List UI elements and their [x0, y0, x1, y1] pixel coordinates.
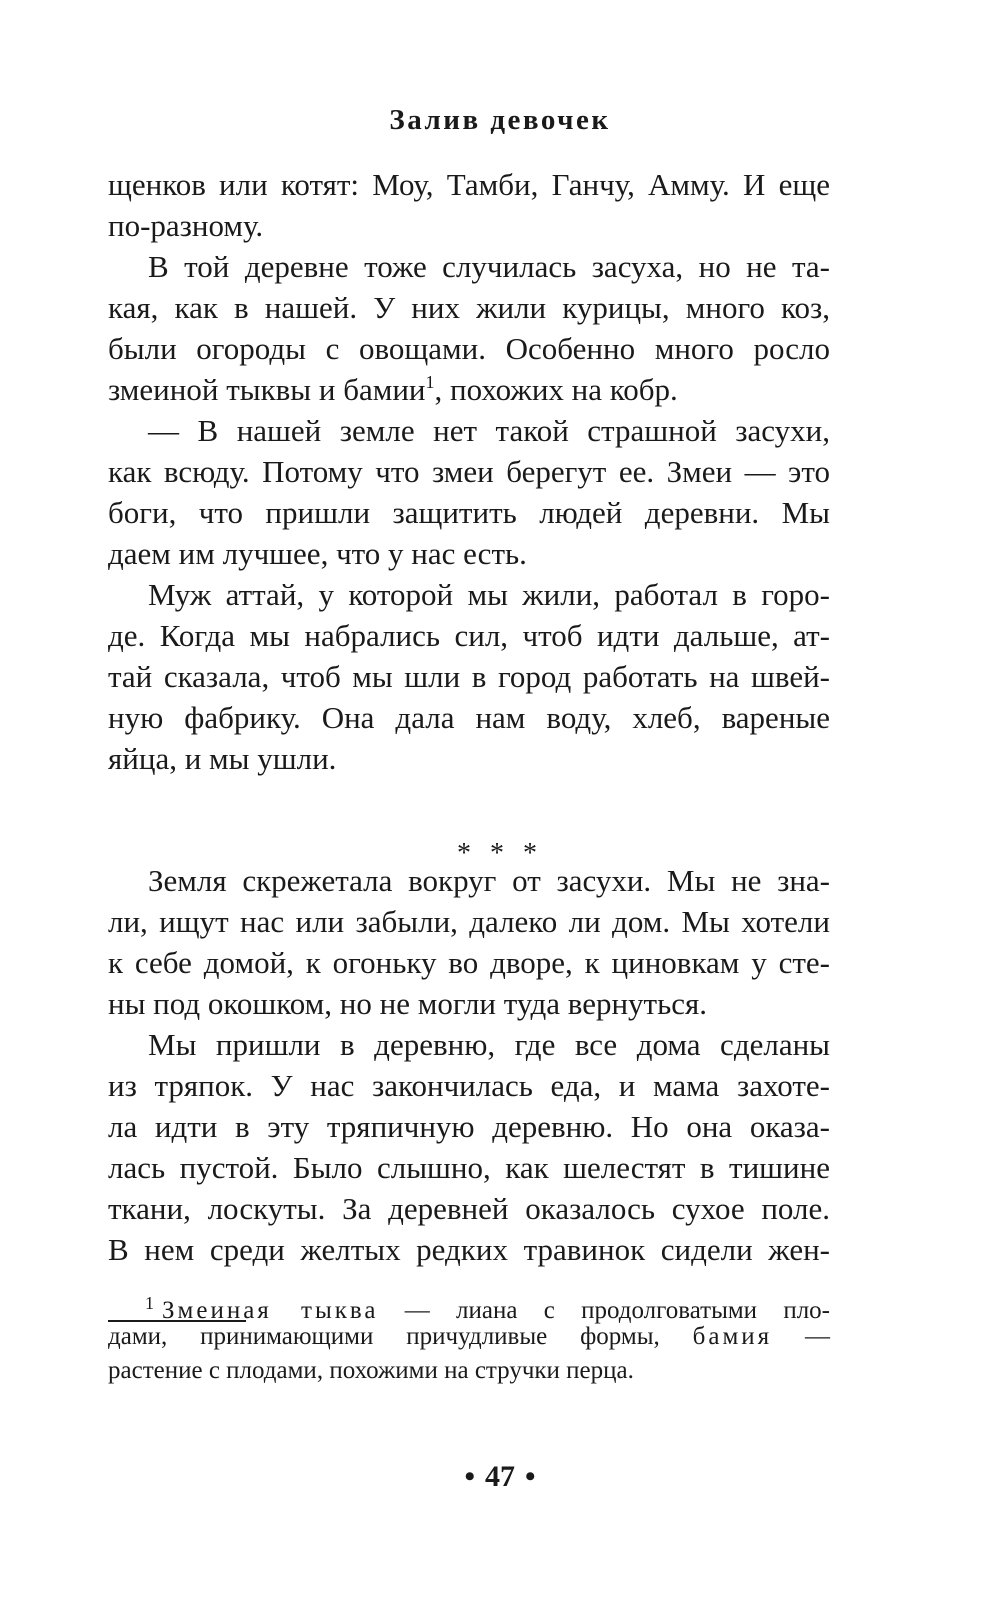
footnote-term-1: Змеиная тыква [162, 1297, 379, 1324]
text-line-1: щенков или котят: Моу, Тамби, Ганчу, Амму. И еще [108, 167, 830, 202]
footnote-term-2: бамия [692, 1323, 773, 1350]
text-line-8: как всюду. Потому что змеи берегут ее. Змеи — это [108, 454, 830, 489]
text-line-3: В той деревне тоже случилась засуха, но не та- [148, 249, 830, 284]
text-line-21: из тряпок. У нас закончилась еда, и мама захоте- [108, 1068, 830, 1103]
footnote-number: 1 [145, 1293, 154, 1313]
folio-bullet-left: • [464, 1460, 475, 1493]
text-line-15: яйца, и мы ушли. [108, 741, 337, 776]
footnote-line-3: растение с плодами, похожими на стручки перца. [108, 1357, 634, 1384]
text-line-22: ла идти в эту тряпичную деревню. Но она оказа- [108, 1109, 830, 1144]
text-line-5: были огороды с овощами. Особенно много росло [108, 331, 830, 366]
text-line-24: ткани, лоскуты. За деревней оказалось сухое поле. [108, 1191, 830, 1226]
text-line-17: ли, ищут нас или забыли, далеко ли дом. Мы хотели [108, 904, 830, 939]
text-line-25: В нем среди желтых редких травинок сидели жен- [108, 1232, 830, 1267]
text-line-7: — В нашей земле нет такой страшной засухи, [148, 413, 830, 448]
text-line-2: по-разному. [108, 208, 264, 243]
running-head: Залив девочек [389, 104, 611, 136]
folio-bullet-right: • [525, 1460, 536, 1493]
footnote-text-2a: дами, принимающими причудливые формы, [108, 1323, 693, 1350]
text-line-12: де. Когда мы набрались сил, чтоб идти дальше, ат- [108, 618, 830, 653]
text-line-6-tail: , похожих на кобр. [434, 372, 678, 407]
text-line-23: лась пустой. Было слышно, как шелестят в тишине [108, 1150, 830, 1185]
text-line-10: даем им лучшее, что у нас есть. [108, 536, 527, 571]
page-number [0, 1460, 1000, 1494]
page-number-value: 47 [485, 1460, 515, 1493]
text-line-19: ны под окошком, но не могли туда вернуться. [108, 986, 707, 1021]
text-line-13: тай сказала, чтоб мы шли в город работать на швей- [108, 659, 830, 694]
section-break: * * * [457, 838, 543, 869]
footnote-text-1: — лиана с продолговатыми пло- [378, 1297, 831, 1324]
text-line-9: боги, что пришли защитить людей деревни. Мы [108, 495, 830, 530]
text-line-16: Земля скрежетала вокруг от засухи. Мы не зна- [148, 863, 830, 898]
footnote-reference: 1 [425, 372, 435, 392]
text-line-6-head: змеиной тыквы и бамии [108, 372, 426, 407]
footnote-text-2b: — [772, 1323, 831, 1350]
text-line-4: кая, как в нашей. У них жили курицы, много коз, [108, 290, 830, 325]
text-line-11: Муж аттай, у которой мы жили, работал в горо- [148, 577, 830, 612]
text-line-20: Мы пришли в деревню, где все дома сделаны [148, 1027, 830, 1062]
footnote-line-2 [108, 1320, 830, 1354]
text-line-14: ную фабрику. Она дала нам воду, хлеб, вареные [108, 700, 830, 735]
text-line-6 [108, 370, 830, 410]
text-line-18: к себе домой, к огоньку во дворе, к циновкам у сте- [108, 945, 830, 980]
